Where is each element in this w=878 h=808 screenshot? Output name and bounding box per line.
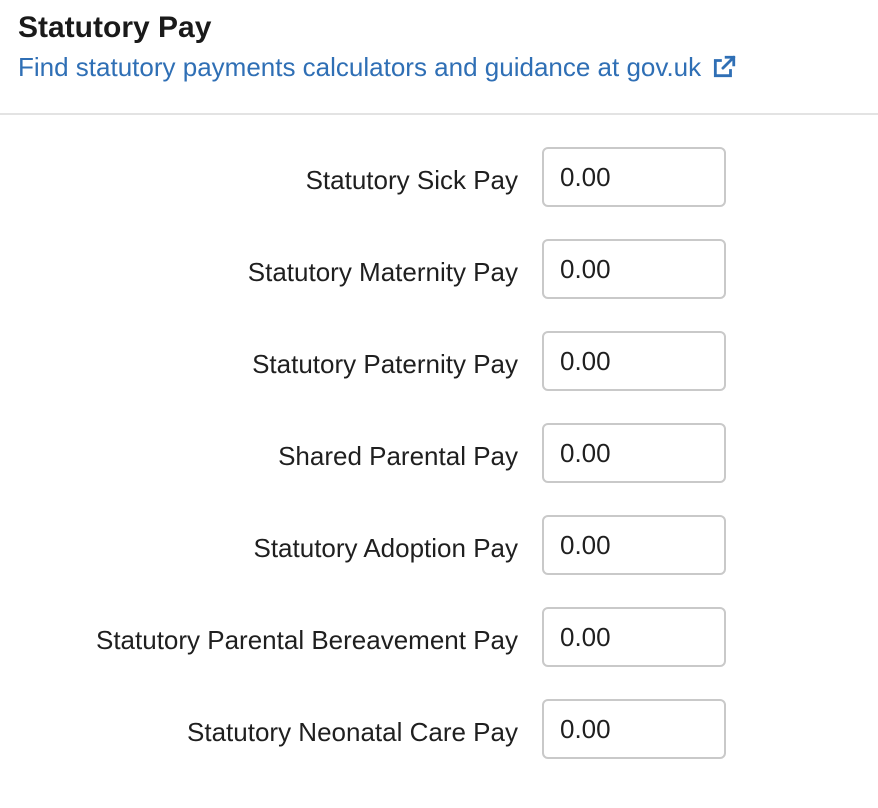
- statutory-neonatal-care-pay-label: Statutory Neonatal Care Pay: [187, 717, 518, 747]
- field-row-statutory-parental-bereavement-pay: [0, 607, 878, 699]
- govuk-guidance-link[interactable]: [18, 50, 737, 84]
- section-divider: [0, 113, 878, 115]
- field-row-statutory-neonatal-care-pay: [0, 699, 878, 791]
- statutory-sick-pay-input[interactable]: [542, 147, 726, 207]
- field-row-statutory-maternity-pay: [0, 239, 878, 331]
- section-header: [18, 10, 878, 84]
- statutory-maternity-pay-input[interactable]: [542, 239, 726, 299]
- statutory-adoption-pay-input[interactable]: [542, 515, 726, 575]
- statutory-pay-form: [0, 147, 878, 791]
- statutory-parental-bereavement-pay-input[interactable]: [542, 607, 726, 667]
- shared-parental-pay-input[interactable]: [542, 423, 726, 483]
- field-row-shared-parental-pay: [0, 423, 878, 515]
- statutory-sick-pay-label: Statutory Sick Pay: [305, 165, 518, 195]
- statutory-paternity-pay-label: Statutory Paternity Pay: [252, 349, 518, 379]
- statutory-adoption-pay-label: Statutory Adoption Pay: [253, 533, 518, 563]
- field-row-statutory-paternity-pay: [0, 331, 878, 423]
- field-row-statutory-sick-pay: [0, 147, 878, 239]
- statutory-neonatal-care-pay-input[interactable]: [542, 699, 726, 759]
- shared-parental-pay-label: Shared Parental Pay: [278, 441, 518, 471]
- section-title: Statutory Pay: [18, 11, 212, 44]
- govuk-guidance-link-text: Find statutory payments calculators and guidance at gov.uk: [18, 52, 702, 82]
- external-link-icon: [711, 54, 737, 80]
- statutory-paternity-pay-input[interactable]: [542, 331, 726, 391]
- statutory-parental-bereavement-pay-label: Statutory Parental Bereavement Pay: [95, 625, 518, 655]
- statutory-maternity-pay-label: Statutory Maternity Pay: [247, 257, 518, 287]
- field-row-statutory-adoption-pay: [0, 515, 878, 607]
